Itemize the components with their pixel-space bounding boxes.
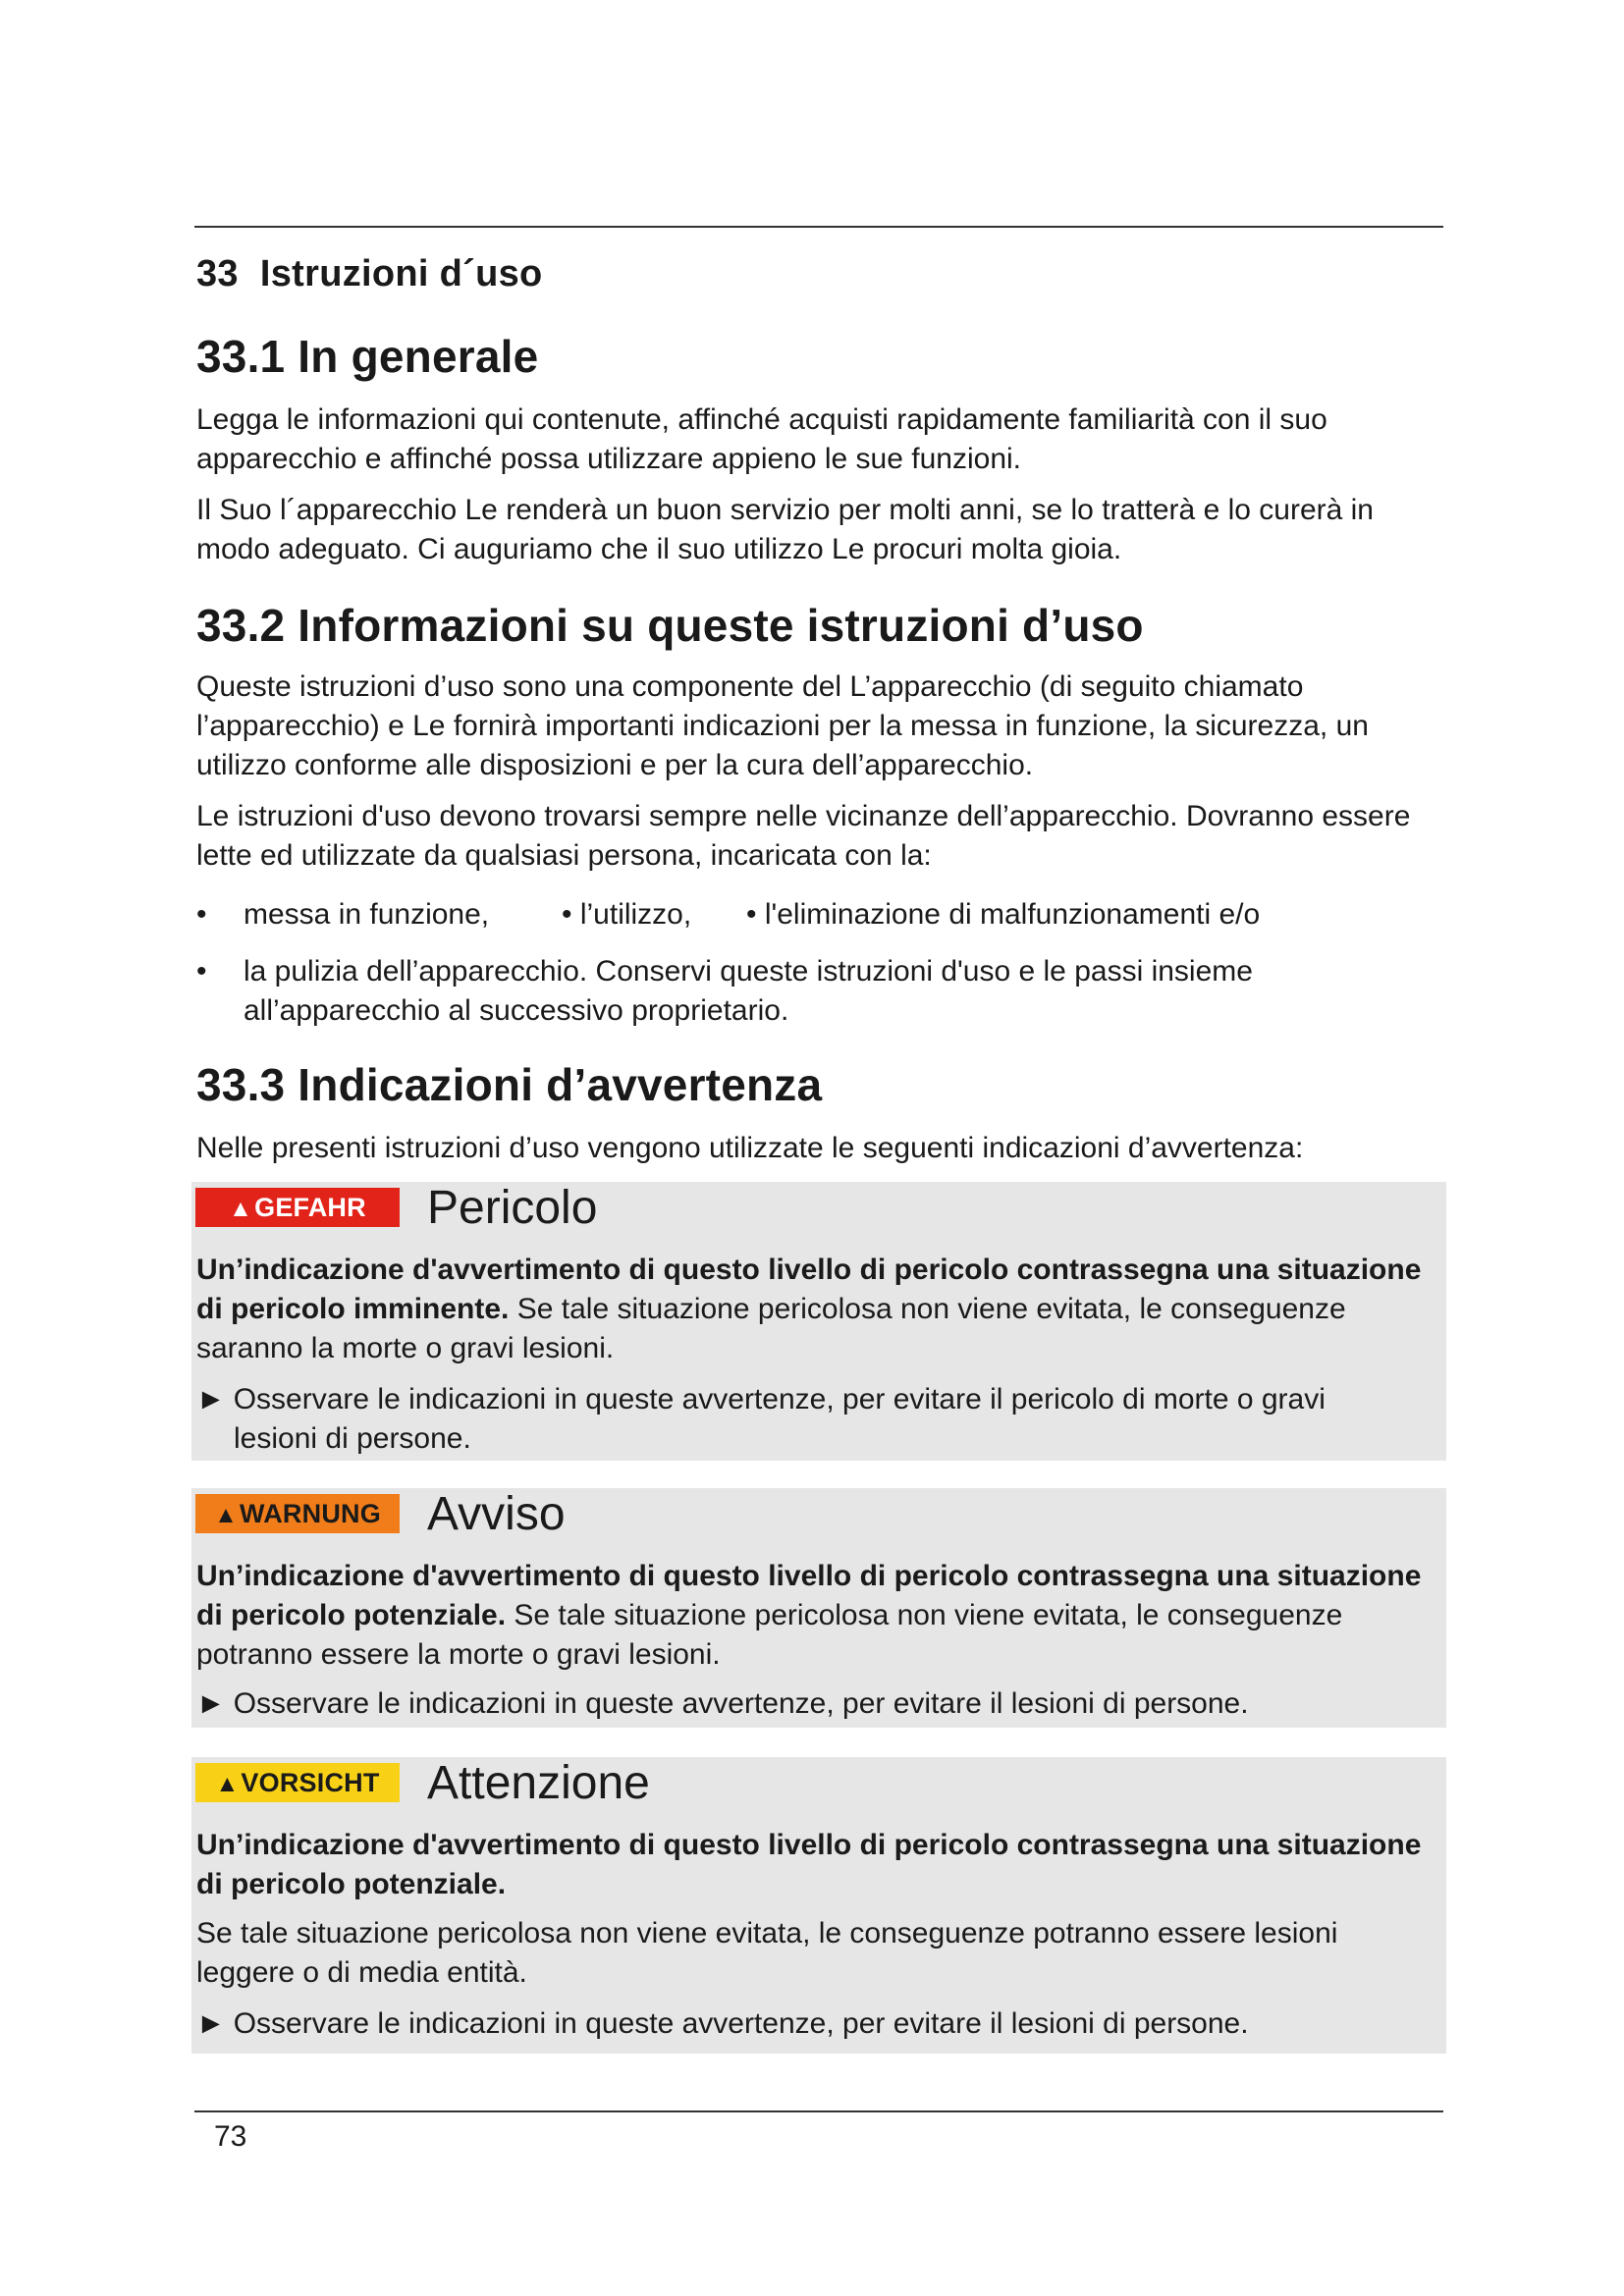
general-paragraph-2: Il Suo l´apparecchio Le renderà un buon servizio per molti anni, se lo tratterà e lo curerà in modo adeguato. Ci auguriamo che il suo utilizzo Le procuri molta gioia.	[196, 494, 1374, 565]
danger-badge	[195, 1188, 400, 1227]
bullet-marker: •	[196, 898, 207, 931]
arrow-right-icon: ►	[196, 1687, 226, 1720]
warning-box-caution	[191, 1757, 1446, 2054]
warning-box-danger	[191, 1182, 1446, 1461]
danger-action	[196, 1380, 1424, 1459]
page-number: 73	[214, 2120, 247, 2153]
warning-title: Avviso	[427, 1488, 566, 1540]
danger-badge-label: GEFAHR	[254, 1193, 366, 1222]
bullet-text-commissioning: messa in funzione,	[244, 898, 490, 931]
danger-description-bold: Un’indicazione d'avvertimento di questo livello di pericolo contrassegna una situazione di pericolo imminente.	[196, 1254, 1422, 1325]
bullet-text-cleaning: la pulizia dell’apparecchio. Conservi queste istruzioni d'uso e le passi insieme all’apparecchio al successivo proprietario.	[244, 955, 1253, 1027]
general-paragraph-1: Legga le informazioni qui contenute, affinché acquisti rapidamente familiarità con il suo apparecchio e affinché possa utilizzare appieno le sue funzioni.	[196, 403, 1327, 475]
danger-description	[196, 1251, 1424, 1368]
warnings-intro: Nelle presenti istruzioni d’uso vengono utilizzate le seguenti indicazioni d’avvertenza:	[196, 1132, 1304, 1164]
footer-rule	[194, 2110, 1443, 2112]
danger-action-text-continued: lesioni di persone.	[234, 1422, 471, 1455]
bullet-marker: •	[196, 955, 207, 988]
chapter-label: Istruzioni d´uso	[259, 253, 543, 294]
caution-bold-text: Un’indicazione d'avvertimento di questo livello di pericolo contrassegna una situazione di pericolo potenziale.	[196, 1829, 1422, 1900]
section-heading-warnings: 33.3 Indicazioni d’avvertenza	[196, 1059, 823, 1110]
bullet-text-use: • l’utilizzo,	[562, 898, 692, 931]
arrow-right-icon: ►	[196, 2007, 226, 2040]
instructions-paragraph-2: Le istruzioni d'uso devono trovarsi sempre nelle vicinanze dell’apparecchio. Dovranno essere lette ed utilizzate da qualsiasi persona, incaricata con la:	[196, 800, 1411, 872]
chapter-title	[196, 253, 543, 295]
danger-description-text: Se tale situazione pericolosa non viene evitata, le conseguenze saranno la morte o gravi lesioni.	[196, 1293, 1346, 1364]
warning-triangle-icon: ▲	[214, 1502, 239, 1528]
caution-description-text: Se tale situazione pericolosa non viene evitata, le conseguenze potranno essere lesioni leggere o di media entità.	[196, 1917, 1338, 1989]
warning-badge	[195, 1494, 400, 1533]
chapter-number: 33	[196, 253, 239, 294]
warning-description-bold: Un’indicazione d'avvertimento di questo livello di pericolo contrassegna una situazione di pericolo potenziale.	[196, 1560, 1422, 1631]
bullet-text-malfunctions: • l'eliminazione di malfunzionamenti e/o	[746, 898, 1261, 931]
warning-triangle-icon: ▲	[229, 1196, 253, 1222]
warning-description	[196, 1557, 1424, 1675]
warning-triangle-icon: ▲	[215, 1771, 240, 1797]
caution-action	[196, 2004, 1424, 2044]
arrow-right-icon: ►	[196, 1383, 226, 1415]
warning-action	[196, 1684, 1424, 1724]
warning-action-text: Osservare le indicazioni in queste avvertenze, per evitare il lesioni di persone.	[233, 1687, 1249, 1720]
section-heading-general: 33.1 In generale	[196, 331, 539, 382]
caution-badge-label: VORSICHT	[241, 1768, 380, 1797]
warning-box-warning	[191, 1488, 1446, 1728]
header-rule	[194, 226, 1443, 228]
section-heading-instructions: 33.2 Informazioni su queste istruzioni d’uso	[196, 600, 1144, 651]
danger-action-text: Osservare le indicazioni in queste avvertenze, per evitare il pericolo di morte o gravi	[233, 1383, 1326, 1415]
warning-badge-label: WARNUNG	[240, 1499, 381, 1528]
danger-title: Pericolo	[427, 1182, 598, 1234]
caution-badge	[195, 1763, 400, 1802]
caution-description-bold	[196, 1826, 1424, 1904]
caution-title: Attenzione	[427, 1757, 650, 1809]
warning-description-text: Se tale situazione pericolosa non viene evitata, le conseguenze potranno essere la morte o gravi lesioni.	[196, 1599, 1343, 1671]
caution-action-text: Osservare le indicazioni in queste avvertenze, per evitare il lesioni di persone.	[233, 2007, 1249, 2040]
instructions-paragraph-1: Queste istruzioni d’uso sono una componente del L’apparecchio (di seguito chiamato l’apparecchio) e Le fornirà importanti indicazioni per la messa in funzione, la sicurezza, un utilizzo conforme alle disposizioni e per la cura dell’apparecchio.	[196, 670, 1369, 781]
